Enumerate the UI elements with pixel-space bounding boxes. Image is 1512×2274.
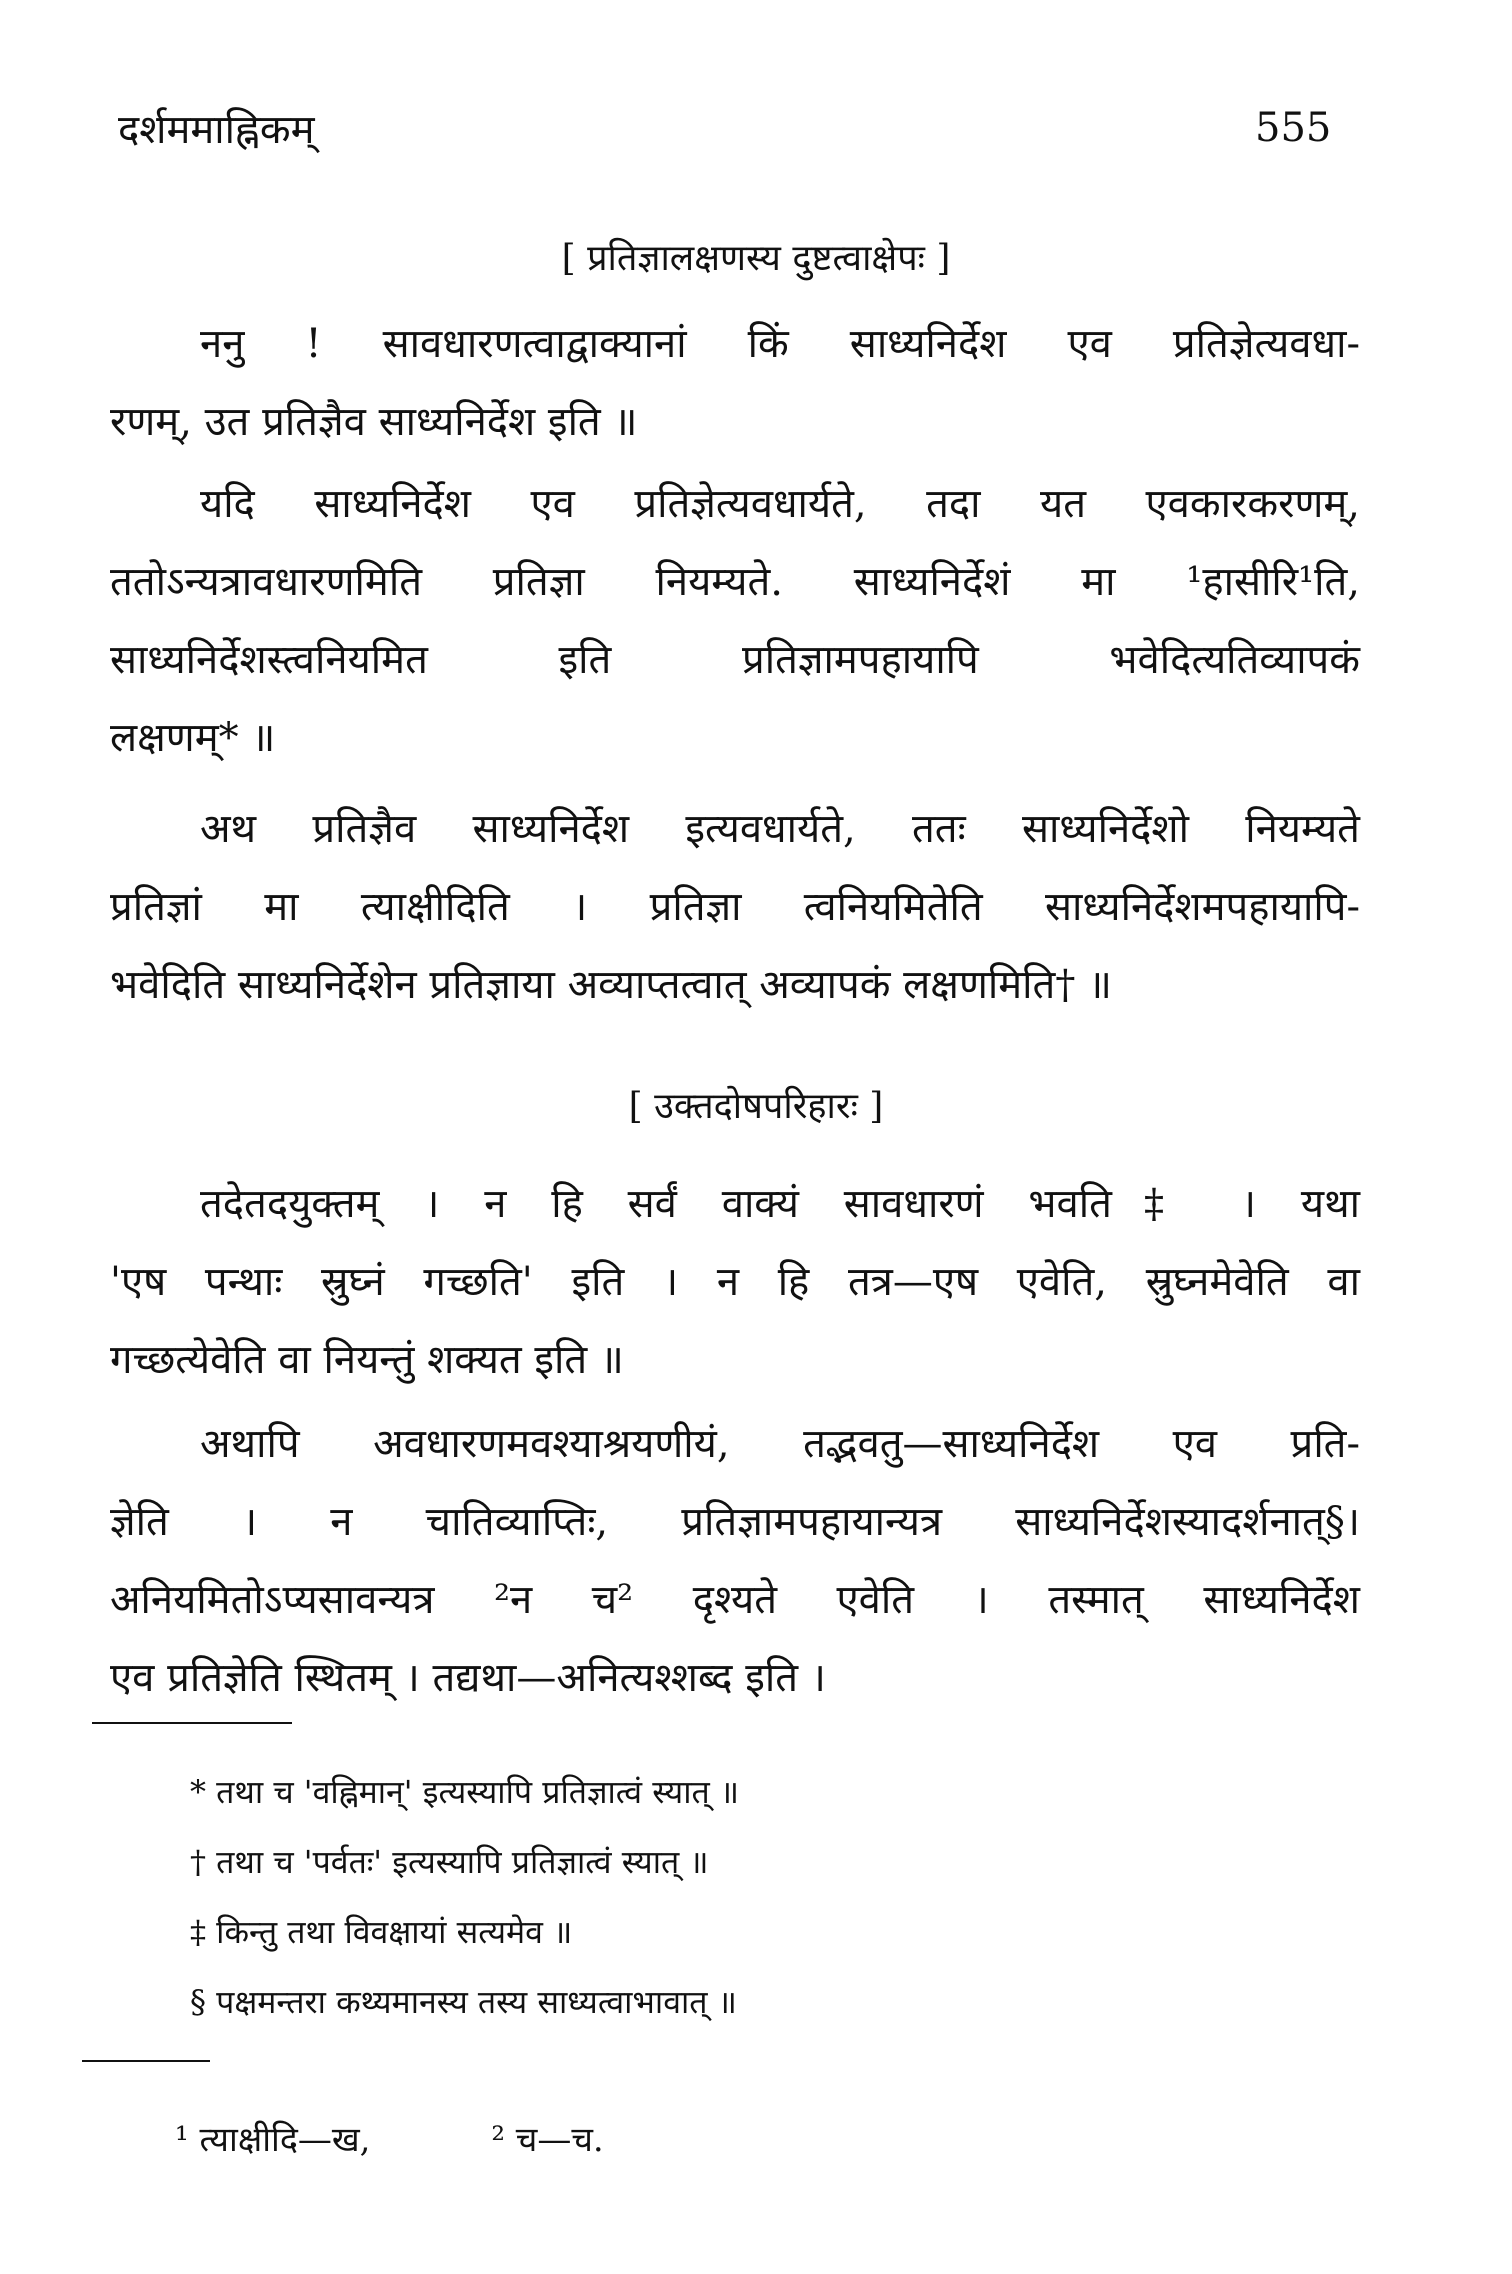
paragraph-3 [110,790,1360,1024]
text-line: अथ प्रतिज्ञैव साध्यनिर्देश इत्यवधार्यते, ततः साध्यनिर्देशो नियम्यते [200,806,1360,852]
variant-note: ¹ त्याक्षीदि—ख, [175,2120,371,2160]
textual-variants [175,2115,714,2161]
footnote-section: § पक्षमन्तरा कथ्यमानस्य तस्य साध्यत्वाभावात् ॥ [190,1983,737,2021]
footnote-double-dagger: ‡ किन्तु तथा विवक्षायां सत्यमेव ॥ [190,1913,573,1951]
text-line: अनियमितोऽप्यसावन्यत्र ²न च² दृश्यते एवेति । तस्मात् साध्यनिर्देश [110,1577,1360,1623]
paragraph-4 [110,1165,1360,1399]
section-heading-objection: [ प्रतिज्ञालक्षणस्य दुष्टत्वाक्षेपः ] [561,238,951,279]
paragraph-5 [110,1405,1360,1717]
variant-note: ² च—च. [491,2120,604,2160]
section-heading-rebuttal: [ उक्तदोषपरिहारः ] [628,1086,884,1127]
text-line: लक्षणम्* ॥ [110,715,276,761]
variant-separator [82,2060,210,2062]
text-line: साध्यनिर्देशस्त्वनियमित इति प्रतिज्ञामपहायापि भवेदित्यतिव्यापकं [110,637,1360,683]
text-line: गच्छत्येवेति वा नियन्तुं शक्यत इति ॥ [110,1337,624,1383]
text-line: 'एष पन्थाः स्रुघ्नं गच्छति' इति । न हि तत्र—एष एवेति, स्रुघ्नमेवेति वा [110,1259,1360,1305]
footnote-dagger: † तथा च 'पर्वतः' इत्यस्यापि प्रतिज्ञात्वं स्यात् ॥ [190,1843,709,1881]
text-line: तदेतदयुक्तम् । न हि सर्वं वाक्यं सावधारणं भवति‡ । यथा [200,1181,1360,1227]
page-number: 555 [1255,105,1332,151]
running-title: दर्शममाह्निकम् [118,107,315,153]
text-line: भवेदिति साध्यनिर्देशेन प्रतिज्ञाया अव्याप्तत्वात् अव्यापकं लक्षणमिति† ॥ [110,962,1113,1008]
paragraph-1 [110,305,1360,461]
text-line: अथापि अवधारणमवश्याश्रयणीयं, तद्भवतु—साध्यनिर्देश एव प्रति- [200,1421,1360,1467]
text-line: रणम्, उत प्रतिज्ञैव साध्यनिर्देश इति ॥ [110,399,638,445]
text-line: प्रतिज्ञां मा त्याक्षीदिति । प्रतिज्ञा त्वनियमितेति साध्यनिर्देशमपहायापि- [110,884,1360,930]
paragraph-2 [110,465,1360,777]
text-line: ननु ! सावधारणत्वाद्वाक्यानां किं साध्यनिर्देश एव प्रतिज्ञेत्यवधा- [200,321,1360,367]
text-line: ततोऽन्यत्रावधारणमिति प्रतिज्ञा नियम्यते. साध्यनिर्देशं मा ¹हासीरि¹ति, [110,559,1360,605]
text-line: एव प्रतिज्ञेति स्थितम् । तद्यथा—अनित्यश्शब्द इति । [110,1655,826,1701]
footnote-separator [92,1722,292,1724]
text-line: यदि साध्यनिर्देश एव प्रतिज्ञेत्यवधार्यते, तदा यत एवकारकरणम्, [200,481,1360,527]
footnote-asterisk: * तथा च 'वह्निमान्' इत्यस्यापि प्रतिज्ञात्वं स्यात् ॥ [190,1773,740,1811]
text-line: ज्ञेति । न चातिव्याप्तिः, प्रतिज्ञामपहायान्यत्र साध्यनिर्देशस्यादर्शनात्§। [110,1499,1360,1545]
